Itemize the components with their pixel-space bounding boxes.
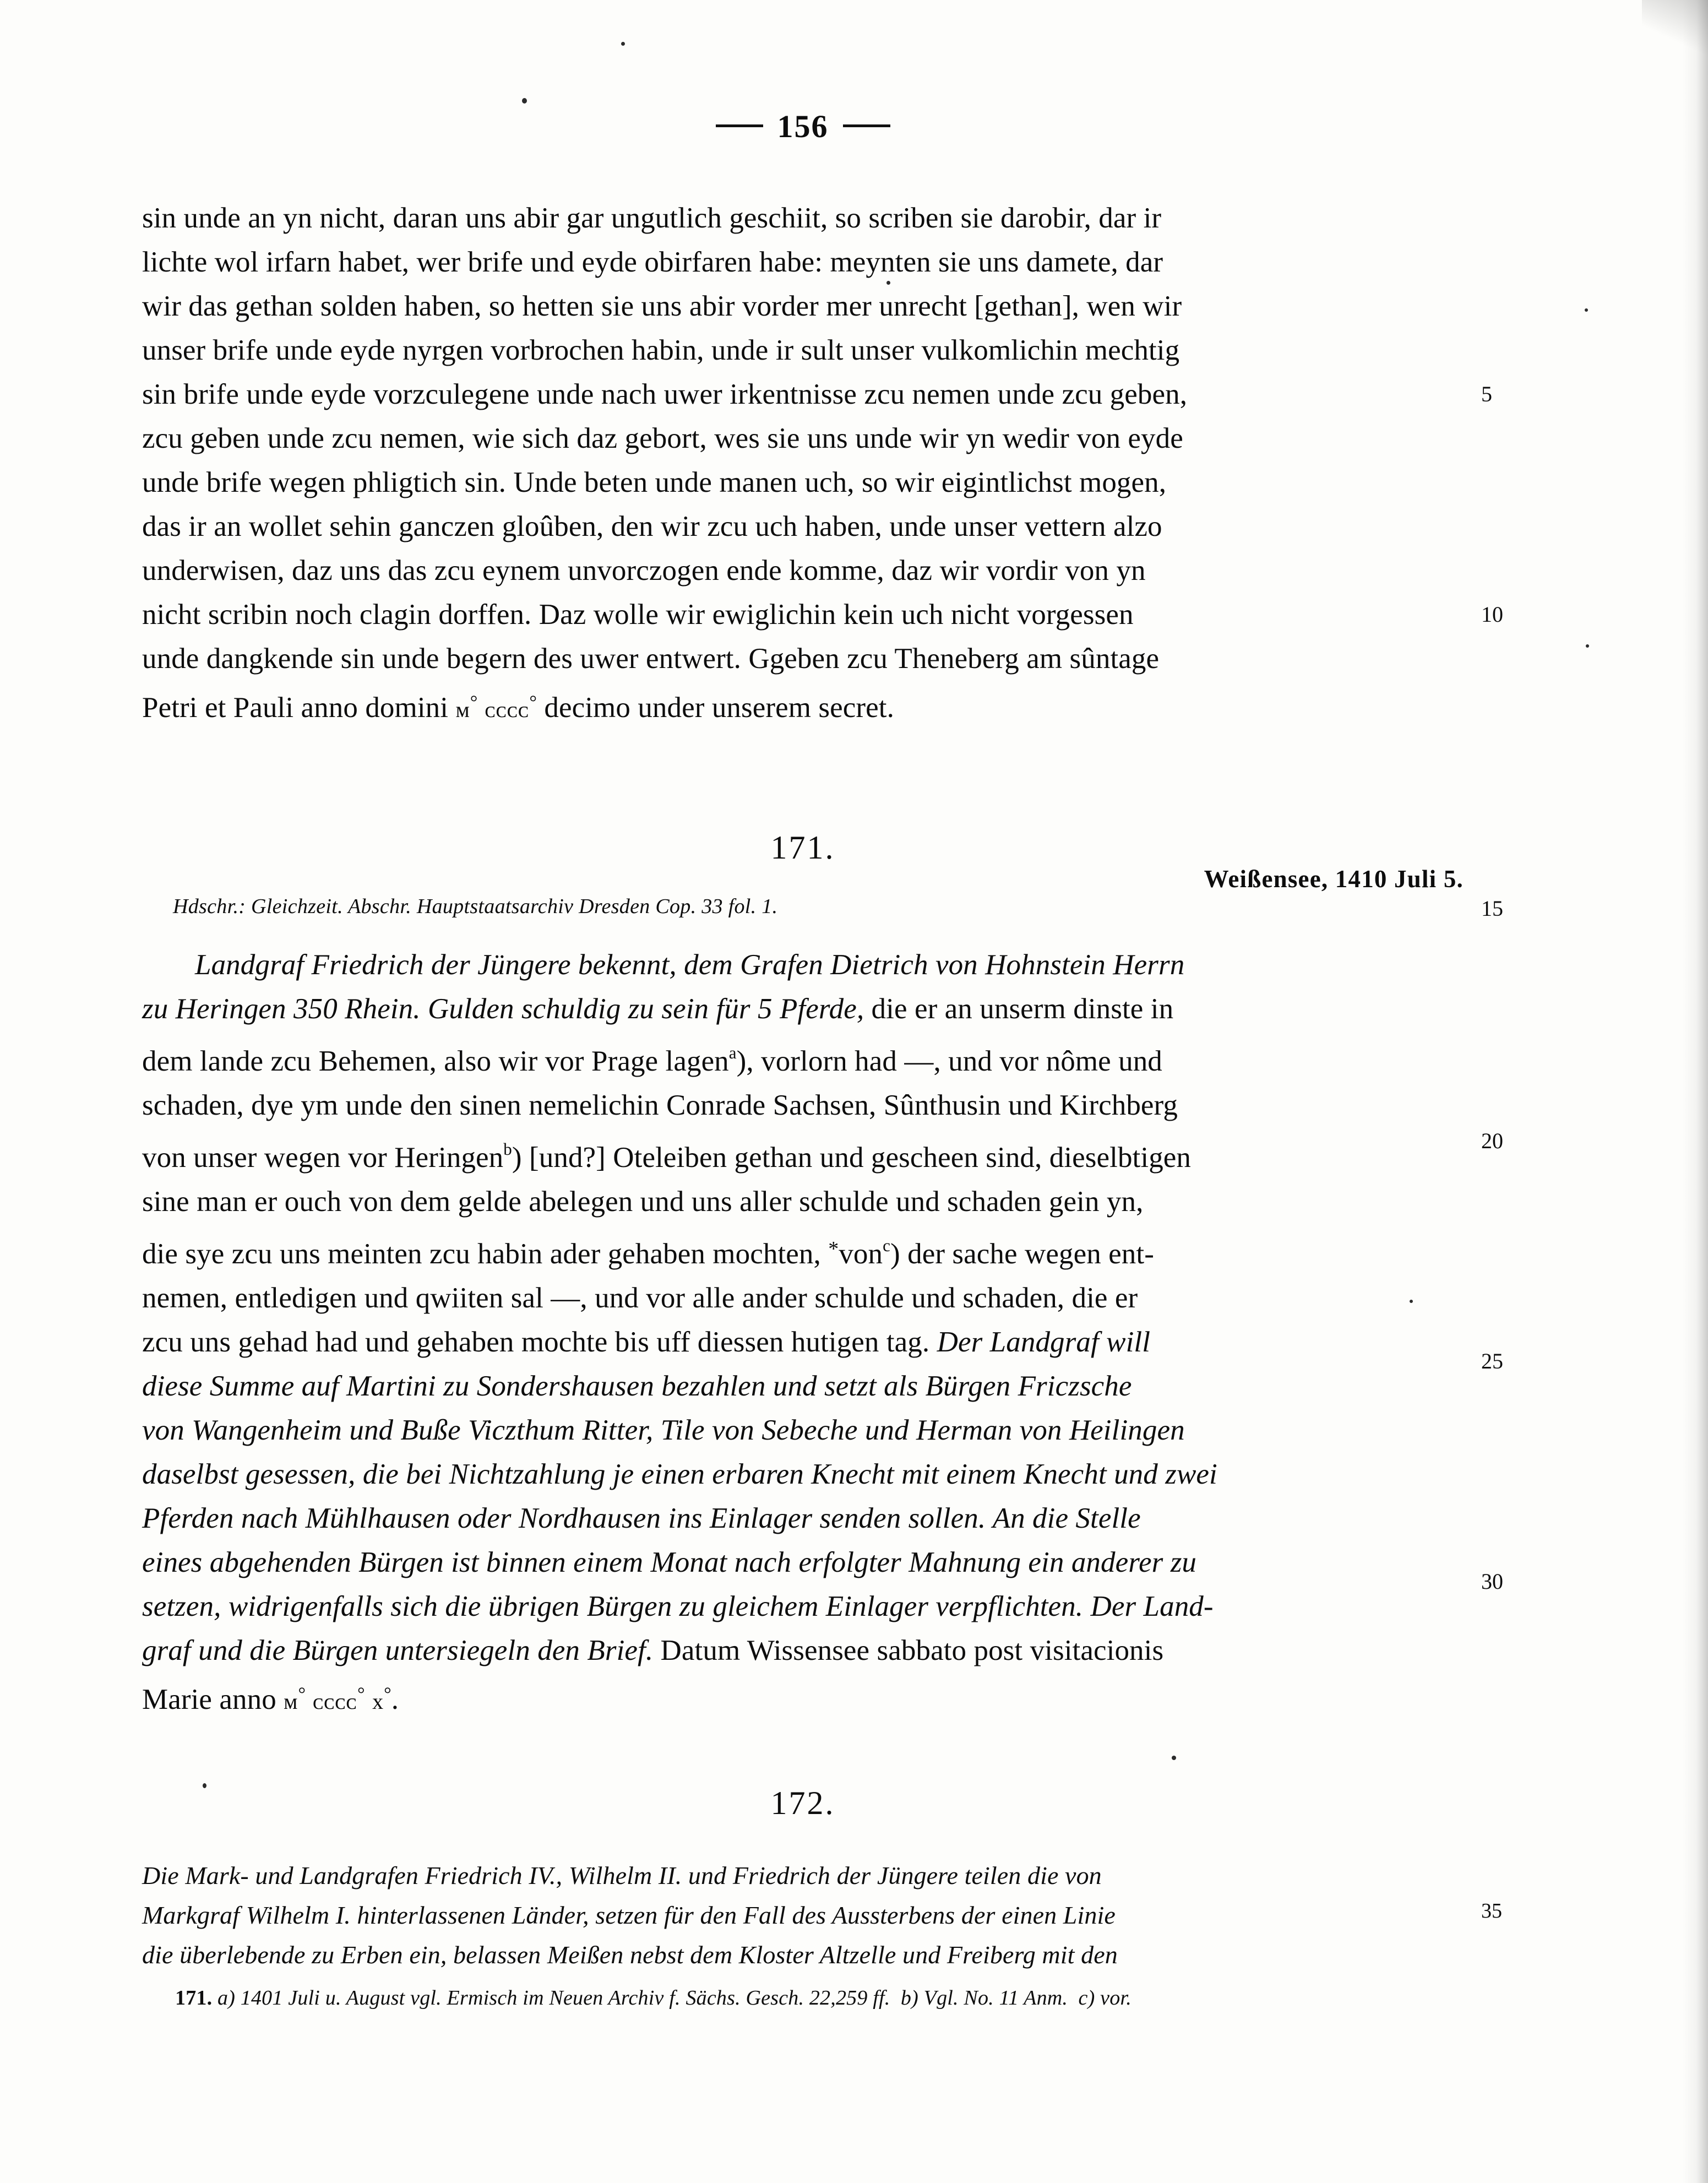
line-number-marker: 35 <box>1481 1899 1502 1923</box>
rule-left-icon <box>716 124 763 127</box>
text-fragment: ) [und?] Oteleiben gethan und gescheen sind, dieselbtigen <box>512 1142 1192 1174</box>
footnote-marker-b[interactable]: b <box>503 1139 512 1159</box>
degree-mark-icon: ° <box>384 1684 391 1704</box>
text-fragment: Datum Wissensee sabbato post visitacionis <box>653 1634 1164 1666</box>
text-line-footnote-a <box>142 1031 1464 1083</box>
line-number-marker: 20 <box>1481 1128 1503 1153</box>
regest-line: von Wangenheim und Buße Viczthum Ritter, Tile von Sebeche und Herman von Heilingen <box>142 1414 1185 1446</box>
text-fragment: zcu uns gehad had und gehaben mochte bis uff diessen hutigen tag. <box>142 1326 937 1358</box>
footnote-apparatus <box>175 1986 1486 2010</box>
text-line-footnote-c <box>142 1224 1464 1276</box>
degree-mark-icon: ° <box>298 1684 306 1704</box>
scan-edge-shadow <box>1683 0 1708 2183</box>
line-number-marker: 30 <box>1481 1569 1503 1594</box>
roman-numeral-x: x <box>372 1689 384 1714</box>
dating-prefix: Marie anno <box>142 1684 284 1715</box>
regest-line: die überlebende zu Erben ein, belassen Meißen nebst dem Kloster Altzelle und Freiberg mit den <box>142 1941 1118 1969</box>
roman-numeral-m: ᴍ <box>455 697 470 722</box>
footnote-marker-b-label: b) <box>900 1986 918 2010</box>
text-line: nicht scribin noch clagin dorffen. Daz wolle wir ewiglichin kein uch nicht vorgessen <box>142 599 1134 631</box>
page-number: 156 <box>777 108 829 144</box>
text-line: unser brife unde eyde nyrgen vorbrochen habin, unde ir sult unser vulkomlichin mechtig <box>142 334 1180 366</box>
regest-line: setzen, widrigenfalls sich die übrigen Bürgen zu gleichem Einlager verpflichten. Der Land- <box>142 1590 1214 1622</box>
text-line: underwisen, daz uns das zcu eynem unvorczogen ende komme, daz wir vordir von yn <box>142 555 1146 587</box>
roman-numeral-cccc: ᴄᴄᴄᴄ <box>485 697 530 722</box>
regest-line: Markgraf Wilhelm I. hinterlassenen Länder, setzen für den Fall des Aussterbens der einen Linie <box>142 1901 1116 1929</box>
text-line: sin brife unde eyde vorzculegene unde nach uwer irkentnisse zcu nemen unde zcu geben, <box>142 378 1188 410</box>
text-fragment: dem lande zcu Behemen, also wir vor Prage lagen <box>142 1045 729 1077</box>
document-172-regest <box>142 1856 1464 1975</box>
text-fragment: die er an unserm dinste in <box>864 993 1174 1025</box>
text-line-mixed <box>142 1320 1464 1364</box>
archival-source-note: Hdschr.: Gleichzeit. Abschr. Hauptstaatsarchiv Dresden Cop. 33 fol. 1. <box>173 895 778 918</box>
scan-speck <box>1585 308 1588 312</box>
text-line: schaden, dye ym unde den sinen nemelichin Conrade Sachsen, Sûnthusin und Kirchberg <box>142 1089 1178 1121</box>
text-line: nemen, entledigen und qwiiten sal —, und vor alle ander schulde und schaden, die er <box>142 1282 1138 1314</box>
text-line: unde dangkende sin unde begern des uwer entwert. Ggeben zcu Theneberg am sûntage <box>142 643 1160 675</box>
scan-speck <box>522 98 527 104</box>
roman-numeral-cccc: ᴄᴄᴄᴄ <box>313 1689 358 1714</box>
text-line-dating <box>142 681 1464 732</box>
text-line: sine man er ouch von dem gelde abelegen und uns aller schulde und schaden gein yn, <box>142 1186 1144 1218</box>
footnote-a-text: 1401 Juli u. August vgl. Ermisch im Neuen Archiv f. Sächs. Gesch. 22,259 ff. <box>240 1986 890 2010</box>
footnote-marker-a-label: a) <box>217 1986 236 2010</box>
footnote-b-text: Vgl. No. 11 Anm. <box>923 1986 1068 2010</box>
text-line: sin unde an yn nicht, daran uns abir gar ungutlich geschiit, so scriben sie darobir, dar ir <box>142 202 1162 234</box>
regest-line: daselbst gesessen, die bei Nichtzahlung je einen erbaren Knecht mit einem Knecht und zwei <box>142 1458 1217 1490</box>
regest-fragment: zu Heringen 350 Rhein. Gulden schuldig zu sein für 5 Pferde, <box>142 993 864 1025</box>
section-number-171: 171. <box>770 829 835 866</box>
line-number-marker: 25 <box>1481 1349 1503 1373</box>
dating-prefix: Petri et Pauli anno domini <box>142 692 456 724</box>
regest-fragment: graf und die Bürgen untersiegeln den Brief. <box>142 1634 654 1666</box>
text-fragment: von <box>839 1238 883 1270</box>
degree-mark-icon: ° <box>357 1684 365 1704</box>
scan-speck <box>621 42 625 46</box>
line-number-marker: 15 <box>1481 896 1503 921</box>
text-line: wir das gethan solden haben, so hetten sie uns abir vorder mer unrecht [gethan], wen wir <box>142 290 1182 322</box>
text-line: lichte wol irfarn habet, wer brife und eyde obirfaren habe: meynten sie uns damete, dar <box>142 246 1163 278</box>
text-fragment: von unser wegen vor Heringen <box>142 1142 504 1174</box>
degree-mark-icon: ° <box>470 692 478 713</box>
footnote-c-text: vor. <box>1100 1986 1132 2010</box>
document-171-body <box>142 943 1464 1724</box>
line-number-marker: 10 <box>1481 602 1503 627</box>
roman-numeral-m: ᴍ <box>284 1689 298 1714</box>
text-fragment: ), vorlorn had —, und vor nôme und <box>736 1045 1162 1077</box>
regest-fragment: Der Landgraf will <box>937 1326 1151 1358</box>
footnote-marker-c[interactable]: c <box>883 1236 890 1255</box>
section-number-172: 172. <box>770 1785 835 1821</box>
text-fragment: die sye zcu uns meinten zcu habin ader gehaben mochten, <box>142 1238 829 1270</box>
scan-speck <box>1172 1756 1176 1760</box>
text-line-dating: Marie anno ᴍ° ᴄᴄᴄᴄ° x°. <box>142 1684 399 1715</box>
running-head <box>142 108 1464 145</box>
document-170-continuation <box>142 196 1464 732</box>
footnote-ref-number: 171. <box>175 1986 213 2010</box>
asterisk-icon: * <box>828 1237 839 1261</box>
dating-suffix: decimo under unserem secret. <box>537 692 894 724</box>
scan-speck <box>1586 644 1589 648</box>
degree-mark-icon: ° <box>529 692 537 713</box>
scan-corner-shadow <box>1642 0 1708 61</box>
dateline-171: Weißensee, 1410 Juli 5. <box>1204 865 1464 893</box>
text-line: zcu geben unde zcu nemen, wie sich daz gebort, wes sie uns unde wir yn wedir von eyde <box>142 422 1183 454</box>
regest-line: diese Summe auf Martini zu Sondershausen bezahlen und setzt als Bürgen Friczsche <box>142 1370 1132 1402</box>
footnote-marker-c-label: c) <box>1078 1986 1095 2010</box>
line-number-marker: 5 <box>1481 382 1492 406</box>
regest-line: Pferden nach Mühlhausen oder Nordhausen ins Einlager senden sollen. An die Stelle <box>142 1502 1141 1534</box>
regest-line: Landgraf Friedrich der Jüngere bekennt, dem Grafen Dietrich von Hohnstein Herrn <box>195 949 1185 981</box>
regest-line: eines abgehenden Bürgen ist binnen einem Monat nach erfolgter Mahnung ein anderer zu <box>142 1546 1197 1578</box>
rule-right-icon <box>843 124 890 127</box>
text-fragment: ) der sache wegen ent- <box>890 1238 1154 1270</box>
text-line-mixed <box>142 987 1464 1031</box>
text-line: das ir an wollet sehin ganczen gloûben, den wir zcu uch haben, unde unser vettern alzo <box>142 511 1162 542</box>
text-line: unde brife wegen phligtich sin. Unde beten unde manen uch, so wir eigintlichst mogen, <box>142 466 1167 498</box>
text-line-footnote-b <box>142 1127 1464 1180</box>
regest-line: Die Mark- und Landgrafen Friedrich IV., Wilhelm II. und Friedrich der Jüngere teilen die von <box>142 1861 1102 1889</box>
footnote-marker-a[interactable]: a <box>728 1043 737 1062</box>
text-line-mixed <box>142 1628 1464 1672</box>
